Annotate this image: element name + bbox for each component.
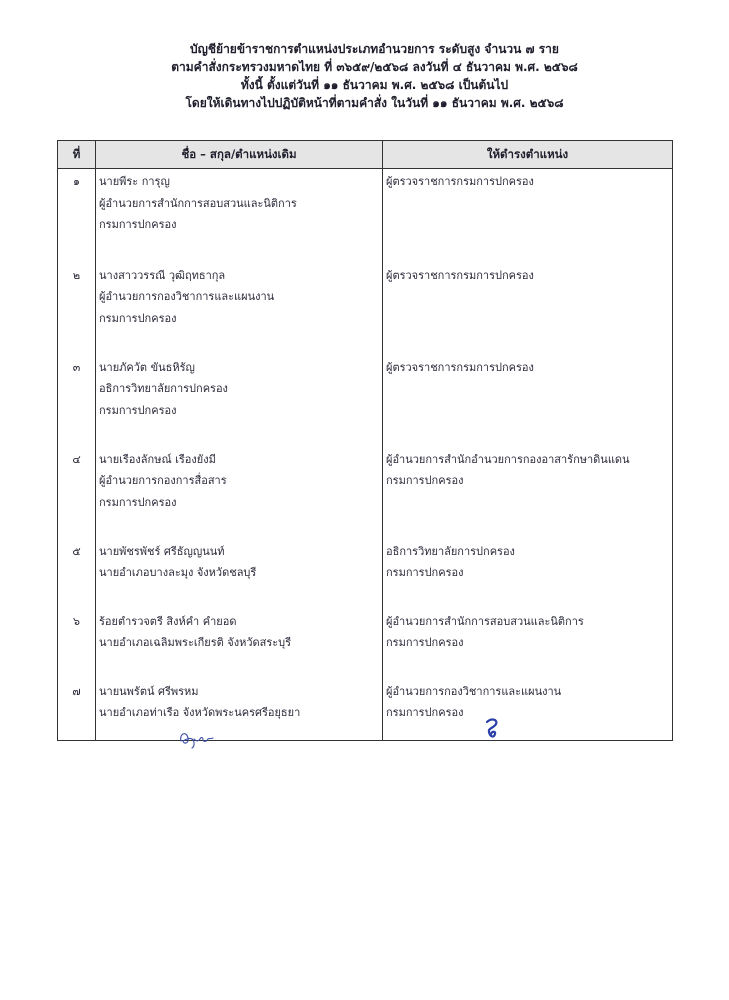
header-title: บัญชีย้ายข้าราชการตำแหน่งประเภทอำนวยการ ระดับสูง จำนวน ๗ ราย: [190, 42, 559, 56]
row-number: ๖: [58, 607, 96, 677]
new-position-line: กรมการปกครอง: [386, 706, 464, 719]
former-position-line: ผู้อำนวยการกองวิชาการและแผนงาน: [99, 290, 275, 303]
table-row: [58, 677, 673, 741]
table-row: [58, 445, 673, 537]
new-position-line: ผู้ตรวจราชการกรมการปกครอง: [386, 175, 534, 188]
former-position-line: นายอำเภอเฉลิมพระเกียรติ จังหวัดสระบุรี: [99, 636, 292, 649]
new-position-line: กรมการปกครอง: [386, 636, 464, 649]
former-position-cell: [96, 677, 383, 741]
column-header-no: ที่: [58, 141, 96, 169]
former-position-line: ร้อยตำรวจตรี สิงห์คำ คำยอด: [99, 614, 237, 628]
new-position-cell: [383, 169, 673, 261]
transfer-table: [57, 140, 673, 741]
row-number: ๗: [58, 677, 96, 741]
new-position-cell: [383, 353, 673, 445]
table-header-row: [58, 141, 673, 169]
new-position-line: ผู้อำนวยการสำนักการสอบสวนและนิติการ: [386, 614, 584, 628]
new-position-line: กรมการปกครอง: [386, 474, 464, 487]
table-row: [58, 607, 673, 677]
table-body: [58, 169, 673, 741]
former-position-cell: [96, 261, 383, 353]
table-row: [58, 169, 673, 261]
row-number: ๕: [58, 537, 96, 607]
table-row: [58, 261, 673, 353]
column-header-new-position: ให้ดำรงตำแหน่ง: [383, 141, 673, 169]
former-position-cell: [96, 353, 383, 445]
header-effective-date: ทั้งนี้ ตั้งแต่วันที่ ๑๑ ธันวาคม พ.ศ. ๒๕๖๘ เป็นต้นไป: [240, 78, 509, 92]
new-position-line: กรมการปกครอง: [386, 566, 464, 579]
former-position-line: นางสาววรรณี วุฒิฤทธากุล: [99, 268, 226, 282]
former-position-cell: [96, 537, 383, 607]
new-position-line: ผู้ตรวจราชการกรมการปกครอง: [386, 268, 534, 282]
former-position-line: นายอำเภอท่าเรือ จังหวัดพระนครศรีอยุธยา: [99, 706, 301, 719]
former-position-cell: [96, 169, 383, 261]
new-position-cell: [383, 677, 673, 741]
new-position-cell: [383, 537, 673, 607]
header-order-ref: ตามคำสั่งกระทรวงมหาดไทย ที่ ๓๖๕๙/๒๕๖๘ ลงวันที่ ๔ ธันวาคม พ.ศ. ๒๕๖๘: [171, 60, 578, 74]
table-row: [58, 353, 673, 445]
former-position-line: นายพัชรพัชร์ ศรีธัญญนนท์: [99, 544, 225, 558]
former-position-line: ผู้อำนวยการกองการสื่อสาร: [99, 474, 227, 487]
former-position-cell: [96, 607, 383, 677]
row-number: ๔: [58, 445, 96, 537]
new-position-line: อธิการวิทยาลัยการปกครอง: [386, 544, 515, 558]
new-position-line: ผู้ตรวจราชการกรมการปกครอง: [386, 360, 534, 374]
row-number: ๒: [58, 261, 96, 353]
former-position-line: นายภัควัต ขันธหิรัญ: [99, 360, 195, 374]
former-position-line: กรมการปกครอง: [99, 311, 177, 325]
initial-signature-left: [177, 727, 217, 749]
former-position-line: นายพีระ การุญ: [99, 175, 170, 188]
document-header: [0, 40, 729, 112]
new-position-cell: [383, 261, 673, 353]
former-position-line: ผู้อำนวยการสำนักการสอบสวนและนิติการ: [99, 196, 297, 210]
former-position-line: กรมการปกครอง: [99, 218, 177, 231]
new-position-cell: [383, 445, 673, 537]
column-header-old-position: ชื่อ – สกุล/ตำแหน่งเดิม: [96, 141, 383, 169]
new-position-line: ผู้อำนวยการกองวิชาการและแผนงาน: [386, 684, 562, 698]
header-report-date: โดยให้เดินทางไปปฏิบัติหน้าที่ตามคำสั่ง ในวันที่ ๑๑ ธันวาคม พ.ศ. ๒๕๖๘: [185, 96, 564, 110]
former-position-line: นายเรืองลักษณ์ เรืองยังมี: [99, 452, 216, 466]
row-number: ๓: [58, 353, 96, 445]
new-position-line: ผู้อำนวยการสำนักอำนวยการกองอาสารักษาดินแดน: [386, 452, 630, 466]
new-position-cell: [383, 607, 673, 677]
former-position-line: กรมการปกครอง: [99, 495, 177, 509]
former-position-line: นายอำเภอบางละมุง จังหวัดชลบุรี: [99, 566, 257, 579]
former-position-line: อธิการวิทยาลัยการปกครอง: [99, 382, 228, 395]
initial-signature-right: [482, 716, 504, 742]
table-row: [58, 537, 673, 607]
former-position-line: กรมการปกครอง: [99, 403, 177, 417]
row-number: ๑: [58, 169, 96, 261]
former-position-line: นายนพรัตน์ ศรีพรหม: [99, 684, 199, 698]
former-position-cell: [96, 445, 383, 537]
